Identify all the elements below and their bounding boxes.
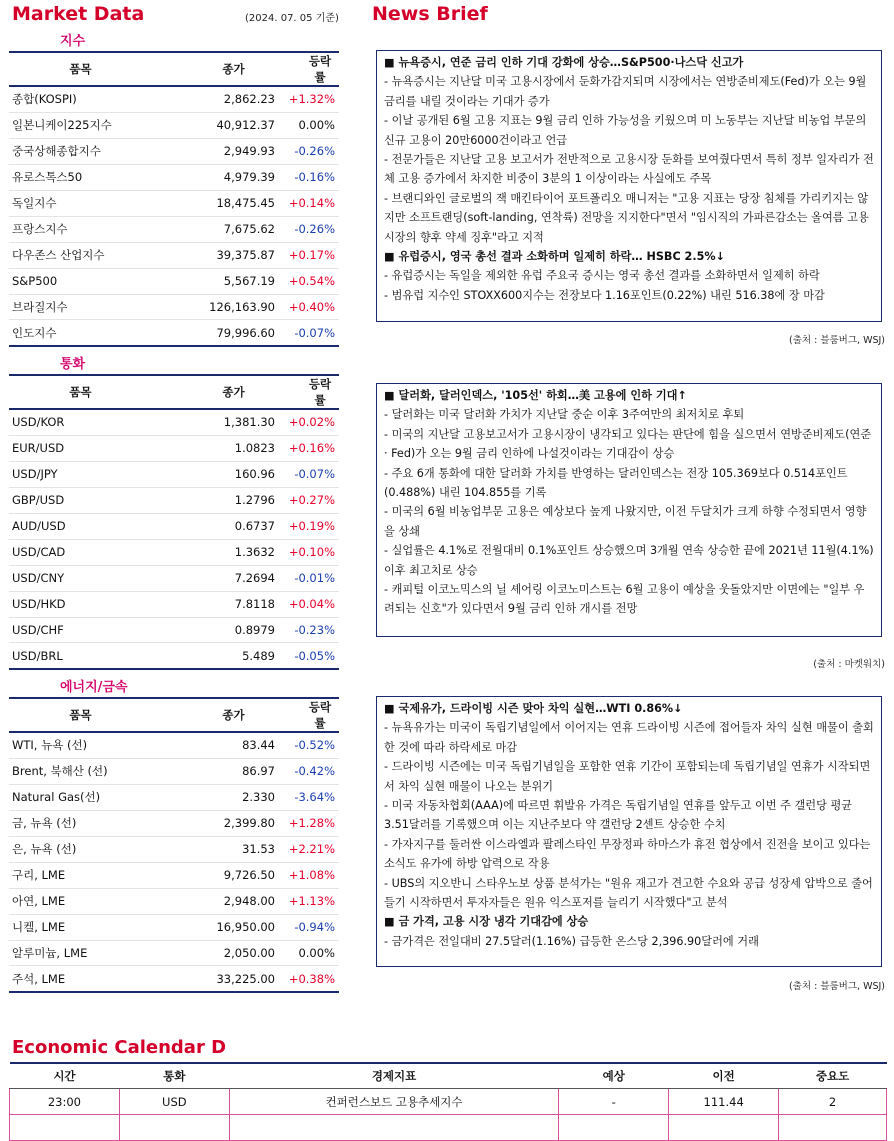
change-value: -0.94% [275,914,339,940]
news-bullet: - 드라이빙 시즌에는 미국 독립기념일을 포함한 연휴 기간이 포함되는데 독립기념일 연휴가 시작되면서 차익 실현 매물이 나오는 분위기 [384,760,871,793]
item-name: USD/KOR [9,409,152,435]
close-value: 2,949.93 [152,138,275,164]
item-name: USD/JPY [9,461,152,487]
close-value: 2,862.23 [152,86,275,112]
close-value: 2,399.80 [152,810,275,836]
change-value: +0.19% [275,513,339,539]
news-bullet: - 뉴욕유가는 미국이 독립기념일에서 이어지는 연휴 드라이빙 시즌에 접어들자 차익 실현 매물이 출회한 것에 따라 하락세로 마감 [384,721,874,754]
item-name: 구리, LME [9,862,152,888]
change-value: 0.00% [275,112,339,138]
item-name: USD/HKD [9,591,152,617]
change-value: -0.42% [275,758,339,784]
news-bullet: - 달러화는 미국 달러화 가치가 지난달 중순 이후 3주여만의 최저치로 후퇴 [384,408,745,422]
calendar-cell: 111.44 [669,1089,779,1115]
item-name: S&P500 [9,268,152,294]
close-value: 18,475.45 [152,190,275,216]
change-value: -0.26% [275,138,339,164]
calendar-cell [559,1115,669,1141]
col-item: 품목 [9,375,152,409]
item-name: 금, 뉴욕 (선) [9,810,152,836]
news-bullet: - 실업률은 4.1%로 전월대비 0.1%포인트 상승했으며 3개월 연속 상승한 끝에 2021년 11월(4.1%) 이후 최고치로 상승 [384,544,874,577]
news-bullet: - 미국 자동차협회(AAA)에 따르면 휘발유 가격은 독립기념일 연휴를 앞두고 이번 주 갤런당 평균 3.51달러를 기록했으며 이는 지난주보다 약 갤런당 2센트 상승한 수치 [384,799,853,832]
news-bullet: - 주요 6개 통화에 대한 달러화 가치를 반영하는 달러인덱스는 전장 105.369보다 0.514포인트(0.488%) 내린 104.855를 기록 [384,466,848,500]
close-value: 40,912.37 [152,112,275,138]
item-name: 유로스톡스50 [9,164,152,190]
calendar-cell [10,1115,120,1141]
table-row [9,216,339,242]
close-value: 126,163.90 [152,294,275,320]
news-bullet: - 범유럽 지수인 STOXX600지수는 전장보다 1.16포인트(0.22%) 내린 516.38에 장 마감 [384,288,825,302]
item-name: 프랑스지수 [9,216,152,242]
table-row [9,539,339,565]
table-row [9,190,339,216]
col-close: 종가 [152,375,275,409]
item-name: 은, 뉴욕 (선) [9,836,152,862]
change-value: +0.16% [275,435,339,461]
economic-calendar-table [9,1062,887,1141]
table-row [9,409,339,435]
close-value: 1,381.30 [152,409,275,435]
news-headline: ■ 뉴욕증시, 연준 금리 인하 기대 강화에 상승…S&P500·나스닥 신고가 [384,56,744,69]
calendar-cell [119,1115,229,1141]
item-name: AUD/USD [9,513,152,539]
change-value: +0.10% [275,539,339,565]
news-bullet: - 가자지구를 둘러싼 이스라엘과 팔레스타인 무장정파 하마스가 휴전 협상에서 진전을 보이고 있다는 소식도 유가에 하방 압력으로 작용 [384,837,871,871]
news-bullet: - 캐피털 이코노믹스의 닐 셰어링 이코노미스트는 6월 고용이 예상을 웃돌았지만 이면에는 "일부 우려되는 신호"가 있다면서 9월 금리 인하 개시를 전망 [384,583,865,616]
table-row [9,320,339,346]
close-value: 160.96 [152,461,275,487]
market-data-title: Market Data [12,3,145,25]
close-value: 7,675.62 [152,216,275,242]
calendar-cell [779,1115,887,1141]
close-value: 7.2694 [152,565,275,591]
indices-section-label: 지수 [60,34,86,49]
table-row [9,732,339,758]
table-row [9,591,339,617]
table-row [9,758,339,784]
close-value: 79,996.60 [152,320,275,346]
item-name: 중국상해종합지수 [9,138,152,164]
currency-section-label: 통화 [60,357,86,372]
change-value: -0.05% [275,643,339,669]
col-close: 종가 [152,698,275,732]
news-headline: ■ 국제유가, 드라이빙 시즌 맞아 차익 실현…WTI 0.86%↓ [384,702,683,715]
close-value: 83.44 [152,732,275,758]
news-bullet: - 유럽증시는 독일을 제외한 유럽 주요국 증시는 영국 총선 결과를 소화하면서 일제히 하락 [384,269,820,283]
calendar-col-header: 예상 [559,1063,669,1089]
change-value: +0.17% [275,242,339,268]
table-row [9,836,339,862]
change-value: +0.02% [275,409,339,435]
col-item: 품목 [9,52,152,86]
change-value: +1.08% [275,862,339,888]
news-brief-title: News Brief [372,3,488,25]
close-value: 31.53 [152,836,275,862]
calendar-cell: 23:00 [10,1089,120,1115]
change-value: +2.21% [275,836,339,862]
table-row [9,914,339,940]
news-bullet: - 금가격은 전일대비 27.5달러(1.16%) 급등한 온스당 2,396.90달러에 거래 [384,934,759,948]
news-bullet: - 미국의 지난달 고용보고서가 고용시장이 냉각되고 있다는 판단에 힘을 실으면서 연방준비제도(연준 · Fed)가 오는 9월 금리 인하에 나설것이라는 기대감이 상승 [384,427,872,461]
table-row [9,643,339,669]
change-value: +0.27% [275,487,339,513]
news-source-currency: (출처 : 마켓워치) [813,659,885,670]
col-change: 등락률 [275,52,339,86]
calendar-col-header: 시간 [10,1063,120,1089]
change-value: -0.52% [275,732,339,758]
table-row [9,487,339,513]
table-row [9,784,339,810]
close-value: 1.2796 [152,487,275,513]
change-value: -0.07% [275,461,339,487]
table-row [9,617,339,643]
news-headline: ■ 달러화, 달러인덱스, '105선' 하회…美 고용에 인하 기대↑ [384,389,687,402]
calendar-cell: USD [119,1089,229,1115]
change-value: -0.16% [275,164,339,190]
item-name: 일본니케이225지수 [9,112,152,138]
calendar-cell [229,1115,559,1141]
item-name: EUR/USD [9,435,152,461]
calendar-col-header: 이전 [669,1063,779,1089]
item-name: 다우존스 산업지수 [9,242,152,268]
table-row [9,86,339,112]
close-value: 86.97 [152,758,275,784]
close-value: 9,726.50 [152,862,275,888]
close-value: 2,948.00 [152,888,275,914]
news-box-commodities [376,696,882,967]
col-change: 등락률 [275,375,339,409]
news-bullet: - 뉴욕증시는 지난달 미국 고용시장에서 둔화가감지되며 시장에서는 연방준비제도(Fed)가 오는 9월 금리를 내릴 것이라는 기대가 증가 [384,75,867,108]
change-value: +0.04% [275,591,339,617]
table-row [9,138,339,164]
table-row [9,810,339,836]
calendar-row [10,1115,887,1141]
close-value: 7.8118 [152,591,275,617]
energy-section-label: 에너지/금속 [60,680,128,695]
calendar-cell: - [559,1089,669,1115]
news-bullet: - 전문가들은 지난달 고용 보고서가 전반적으로 고용시장 둔화를 보여줬다면서 특히 정부 일자리가 전체 고용 증가에서 차지한 비중이 3분의 1 이상이라는 사실에도 주목 [384,153,874,186]
date-label: (2024. 07. 05 기준) [245,13,339,24]
table-row [9,862,339,888]
change-value: +1.13% [275,888,339,914]
close-value: 16,950.00 [152,914,275,940]
news-bullet: - 이날 공개된 6월 고용 지표는 9월 금리 인하 가능성을 키웠으며 미 노동부는 지난달 비농업 부문의신규 고용이 20만6000건이라고 언급 [384,114,867,147]
calendar-cell: 컨퍼런스보드 고용추세지수 [229,1089,559,1115]
close-value: 39,375.87 [152,242,275,268]
calendar-row [10,1089,887,1115]
table-row [9,565,339,591]
table-row [9,112,339,138]
close-value: 5,567.19 [152,268,275,294]
calendar-cell: 2 [779,1089,887,1115]
indices-table [9,51,339,347]
news-source-commodities: (출처 : 블룸버그, WSJ) [789,981,885,992]
economic-calendar-title: Economic Calendar D [12,1037,227,1058]
col-change: 등락률 [275,698,339,732]
item-name: 브라질지수 [9,294,152,320]
table-row [9,268,339,294]
table-row [9,294,339,320]
item-name: 알루미늄, LME [9,940,152,966]
item-name: USD/CAD [9,539,152,565]
item-name: 니켈, LME [9,914,152,940]
item-name: USD/CHF [9,617,152,643]
change-value: -3.64% [275,784,339,810]
table-row [9,435,339,461]
calendar-col-header: 경제지표 [229,1063,559,1089]
close-value: 2,050.00 [152,940,275,966]
news-box-stocks [376,50,882,322]
close-value: 0.6737 [152,513,275,539]
news-bullet: - 미국의 6월 비농업부문 고용은 예상보다 높게 나왔지만, 이전 두달치가 크게 하향 수정되면서 영향을 상쇄 [384,505,867,538]
item-name: Brent, 북해산 (선) [9,758,152,784]
news-source-stocks: (출처 : 블룸버그, WSJ) [789,335,885,346]
change-value: -0.07% [275,320,339,346]
item-name: USD/BRL [9,643,152,669]
news-bullet: - 브랜디와인 글로벌의 잭 매킨타이어 포트폴리오 매니저는 "고용 지표는 당장 침체를 가리키지는 않지만 소프트랜딩(soft-landing, 연착륙) 전망을 지지한다"면서 "임시직의 가파른감소는 올여름 고용시장의 향후 약세 징후"라고 지적 [384,191,869,244]
calendar-col-header: 통화 [119,1063,229,1089]
change-value: +1.32% [275,86,339,112]
table-row [9,242,339,268]
change-value: +0.14% [275,190,339,216]
table-row [9,966,339,992]
news-bullet: - UBS의 지오반니 스타우노보 상품 분석가는 "원유 재고가 견고한 수요와 공급 성장세 압박으로 줄어들기 시작하면서 투자자들은 원유 익스포저를 늘리기 시작했다"고 분석 [384,876,873,910]
item-name: 독일지수 [9,190,152,216]
change-value: +0.38% [275,966,339,992]
energy-table [9,697,339,993]
item-name: 종합(KOSPI) [9,86,152,112]
table-row [9,461,339,487]
close-value: 4,979.39 [152,164,275,190]
table-row [9,940,339,966]
item-name: USD/CNY [9,565,152,591]
table-row [9,164,339,190]
close-value: 2.330 [152,784,275,810]
item-name: 주석, LME [9,966,152,992]
item-name: WTI, 뉴욕 (선) [9,732,152,758]
change-value: +0.54% [275,268,339,294]
close-value: 1.0823 [152,435,275,461]
table-row [9,888,339,914]
item-name: GBP/USD [9,487,152,513]
change-value: +0.40% [275,294,339,320]
news-headline: ■ 유럽증시, 영국 총선 결과 소화하며 일제히 하락… HSBC 2.5%↓ [384,250,725,264]
item-name: Natural Gas(선) [9,784,152,810]
item-name: 아연, LME [9,888,152,914]
close-value: 5.489 [152,643,275,669]
calendar-col-header: 중요도 [779,1063,887,1089]
close-value: 0.8979 [152,617,275,643]
change-value: -0.01% [275,565,339,591]
currency-table [9,374,339,670]
col-item: 품목 [9,698,152,732]
close-value: 33,225.00 [152,966,275,992]
change-value: -0.26% [275,216,339,242]
change-value: -0.23% [275,617,339,643]
close-value: 1.3632 [152,539,275,565]
col-close: 종가 [152,52,275,86]
change-value: +1.28% [275,810,339,836]
news-headline: ■ 금 가격, 고용 시장 냉각 기대감에 상승 [384,915,589,929]
item-name: 인도지수 [9,320,152,346]
change-value: 0.00% [275,940,339,966]
calendar-cell [669,1115,779,1141]
table-row [9,513,339,539]
news-box-currency [376,383,882,637]
